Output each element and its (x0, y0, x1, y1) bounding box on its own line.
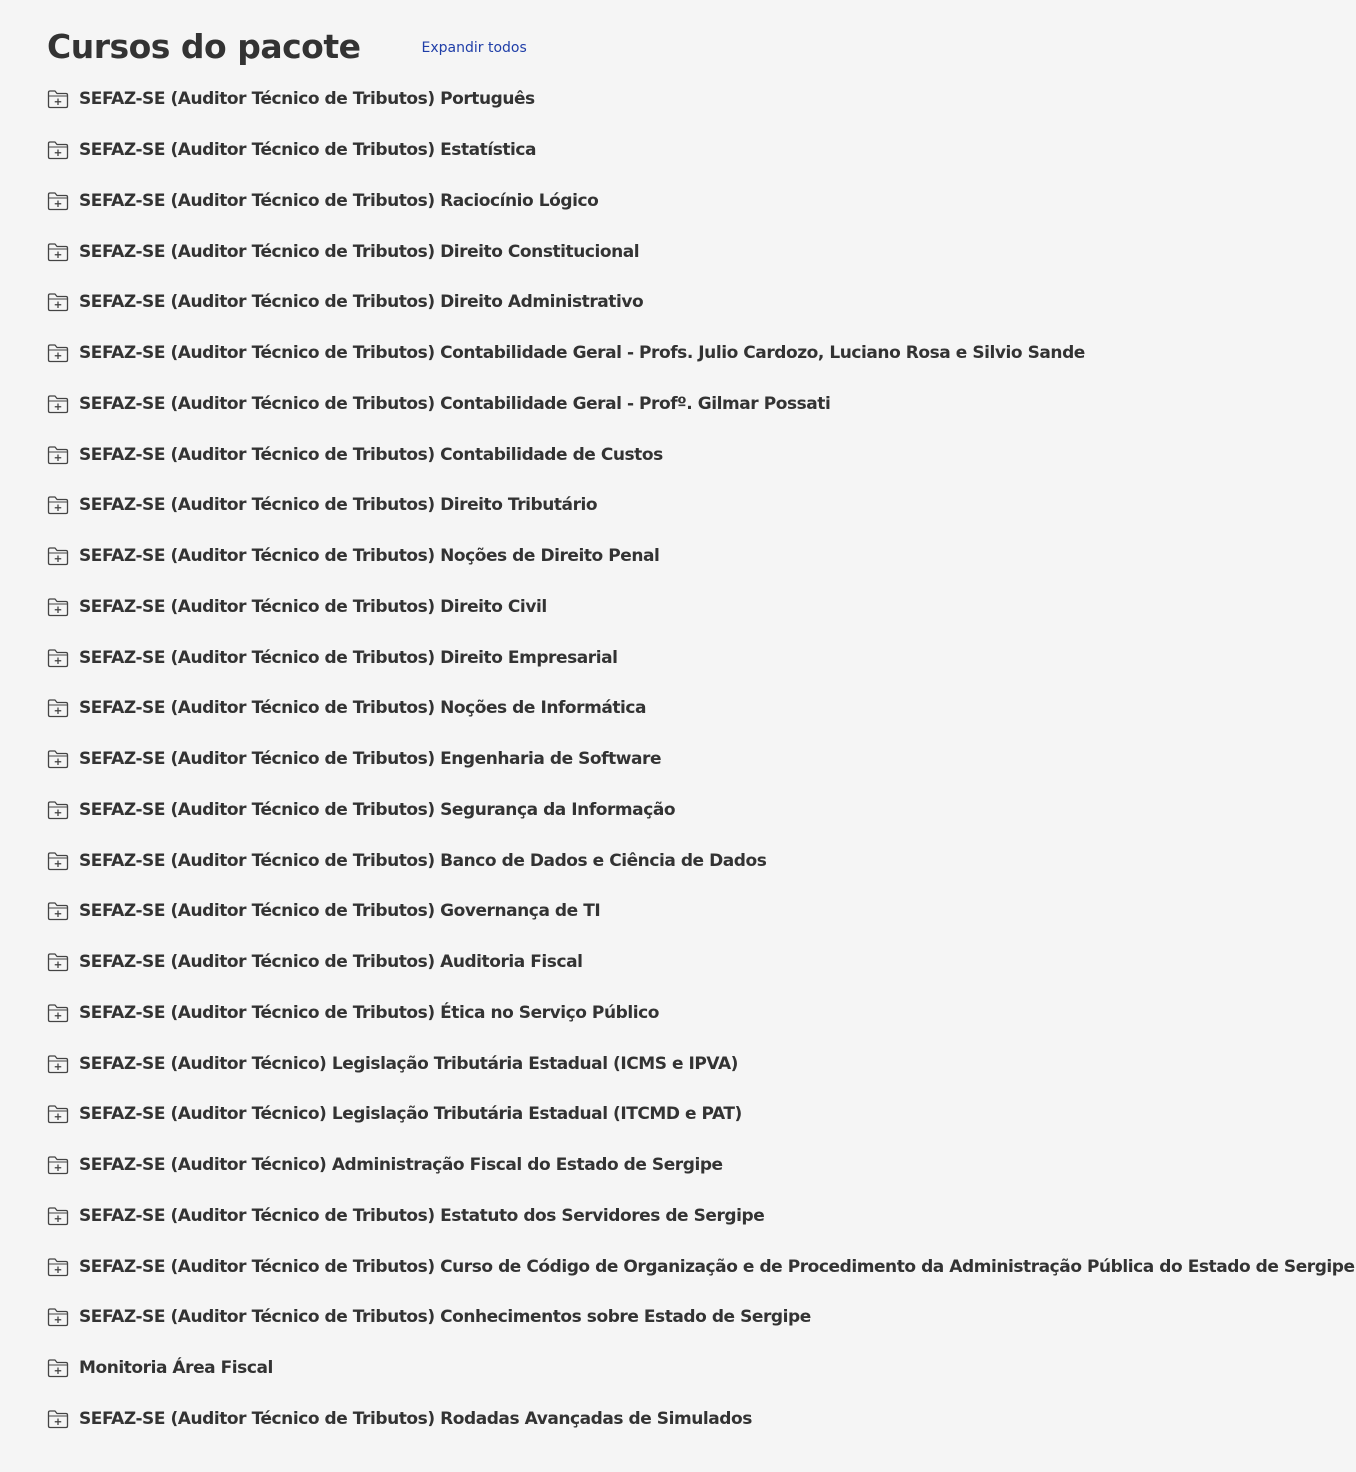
course-title[interactable]: SEFAZ-SE (Auditor Técnico de Tributos) Direito Constitucional (79, 241, 640, 262)
course-title[interactable]: SEFAZ-SE (Auditor Técnico de Tributos) Conhecimentos sobre Estado de Sergipe (79, 1307, 811, 1328)
course-title[interactable]: SEFAZ-SE (Auditor Técnico de Tributos) Contabilidade Geral - Profs. Julio Cardozo, Luciano Rosa e Silvio Sande (79, 343, 1085, 364)
folder-plus-icon[interactable] (47, 89, 69, 109)
course-list-item[interactable] (47, 1292, 1347, 1343)
folder-plus-icon[interactable] (47, 901, 69, 921)
course-title[interactable]: SEFAZ-SE (Auditor Técnico de Tributos) Noções de Informática (79, 698, 647, 719)
folder-plus-icon[interactable] (47, 140, 69, 160)
course-list-item[interactable] (47, 937, 1347, 988)
course-list-item[interactable] (47, 379, 1347, 430)
folder-plus-icon[interactable] (47, 1358, 69, 1378)
course-list-item[interactable] (47, 176, 1347, 227)
folder-plus-icon[interactable] (47, 1206, 69, 1226)
folder-plus-icon[interactable] (47, 800, 69, 820)
folder-plus-icon[interactable] (47, 1003, 69, 1023)
course-list-item[interactable] (47, 1394, 1347, 1445)
course-title[interactable]: SEFAZ-SE (Auditor Técnico) Administração Fiscal do Estado de Sergipe (79, 1155, 723, 1176)
course-title[interactable]: SEFAZ-SE (Auditor Técnico) Legislação Tributária Estadual (ITCMD e PAT) (79, 1104, 742, 1125)
course-title[interactable]: SEFAZ-SE (Auditor Técnico de Tributos) Português (79, 89, 535, 110)
course-title[interactable]: Monitoria Área Fiscal (79, 1358, 273, 1379)
course-list-item[interactable] (47, 835, 1347, 886)
folder-plus-icon[interactable] (47, 343, 69, 363)
course-title[interactable]: SEFAZ-SE (Auditor Técnico) Legislação Tributária Estadual (ICMS e IPVA) (79, 1053, 738, 1074)
course-list-item[interactable] (47, 1140, 1347, 1191)
course-title[interactable]: SEFAZ-SE (Auditor Técnico de Tributos) Direito Administrativo (79, 292, 644, 313)
course-list-item[interactable] (47, 277, 1347, 328)
folder-plus-icon[interactable] (47, 1054, 69, 1074)
course-list-item[interactable] (47, 734, 1347, 785)
course-list-item[interactable] (47, 125, 1347, 176)
course-title[interactable]: SEFAZ-SE (Auditor Técnico de Tributos) Engenharia de Software (79, 749, 662, 770)
folder-plus-icon[interactable] (47, 851, 69, 871)
course-title[interactable]: SEFAZ-SE (Auditor Técnico de Tributos) Raciocínio Lógico (79, 190, 599, 211)
course-list-item[interactable] (47, 1343, 1347, 1394)
folder-plus-icon[interactable] (47, 495, 69, 515)
folder-plus-icon[interactable] (47, 191, 69, 211)
folder-plus-icon[interactable] (47, 1155, 69, 1175)
course-list-item[interactable] (47, 328, 1347, 379)
course-list-item[interactable] (47, 785, 1347, 836)
course-title[interactable]: SEFAZ-SE (Auditor Técnico de Tributos) Noções de Direito Penal (79, 546, 660, 567)
course-title[interactable]: SEFAZ-SE (Auditor Técnico de Tributos) Contabilidade Geral - Profº. Gilmar Possati (79, 393, 831, 414)
course-title[interactable]: SEFAZ-SE (Auditor Técnico de Tributos) Contabilidade de Custos (79, 444, 663, 465)
folder-plus-icon[interactable] (47, 1257, 69, 1277)
course-list-item[interactable] (47, 1038, 1347, 1089)
course-title[interactable]: SEFAZ-SE (Auditor Técnico de Tributos) Curso de Código de Organização e de Procedimento da Administração Pública do Estado de Sergipe (79, 1256, 1355, 1277)
folder-plus-icon[interactable] (47, 597, 69, 617)
course-title[interactable]: SEFAZ-SE (Auditor Técnico de Tributos) Banco de Dados e Ciência de Dados (79, 850, 767, 871)
folder-plus-icon[interactable] (47, 1104, 69, 1124)
folder-plus-icon[interactable] (47, 546, 69, 566)
course-title[interactable]: SEFAZ-SE (Auditor Técnico de Tributos) Rodadas Avançadas de Simulados (79, 1408, 752, 1429)
course-list-item[interactable] (47, 632, 1347, 683)
course-title[interactable]: SEFAZ-SE (Auditor Técnico de Tributos) Estatística (79, 140, 537, 161)
course-list-item[interactable] (47, 1191, 1347, 1242)
course-title[interactable]: SEFAZ-SE (Auditor Técnico de Tributos) Direito Civil (79, 596, 547, 617)
course-list-item[interactable] (47, 531, 1347, 582)
folder-plus-icon[interactable] (47, 952, 69, 972)
folder-plus-icon[interactable] (47, 1307, 69, 1327)
folder-plus-icon[interactable] (47, 698, 69, 718)
course-list-item[interactable] (47, 988, 1347, 1039)
course-title[interactable]: SEFAZ-SE (Auditor Técnico de Tributos) Segurança da Informação (79, 799, 676, 820)
folder-plus-icon[interactable] (47, 292, 69, 312)
folder-plus-icon[interactable] (47, 394, 69, 414)
course-list-item[interactable] (47, 582, 1347, 633)
folder-plus-icon[interactable] (47, 445, 69, 465)
page-header (47, 24, 527, 70)
expand-all-link[interactable]: Expandir todos (421, 40, 527, 56)
folder-plus-icon[interactable] (47, 1409, 69, 1429)
folder-plus-icon[interactable] (47, 648, 69, 668)
course-list-item[interactable] (47, 429, 1347, 480)
course-list-item[interactable] (47, 886, 1347, 937)
course-title[interactable]: SEFAZ-SE (Auditor Técnico de Tributos) Governança de TI (79, 901, 601, 922)
folder-plus-icon[interactable] (47, 749, 69, 769)
course-title[interactable]: SEFAZ-SE (Auditor Técnico de Tributos) Auditoria Fiscal (79, 952, 583, 973)
course-list-item[interactable] (47, 74, 1347, 125)
course-list-item[interactable] (47, 480, 1347, 531)
course-list-item[interactable] (47, 226, 1347, 277)
course-title[interactable]: SEFAZ-SE (Auditor Técnico de Tributos) Direito Empresarial (79, 647, 618, 668)
page-title: Cursos do pacote (47, 27, 361, 66)
course-list-item[interactable] (47, 1241, 1355, 1292)
course-list-item[interactable] (47, 683, 1347, 734)
course-title[interactable]: SEFAZ-SE (Auditor Técnico de Tributos) Ética no Serviço Público (79, 1002, 659, 1023)
course-title[interactable]: SEFAZ-SE (Auditor Técnico de Tributos) Estatuto dos Servidores de Sergipe (79, 1205, 765, 1226)
course-list-item[interactable] (47, 1089, 1347, 1140)
course-title[interactable]: SEFAZ-SE (Auditor Técnico de Tributos) Direito Tributário (79, 495, 598, 516)
folder-plus-icon[interactable] (47, 242, 69, 262)
course-list (47, 74, 1355, 1444)
